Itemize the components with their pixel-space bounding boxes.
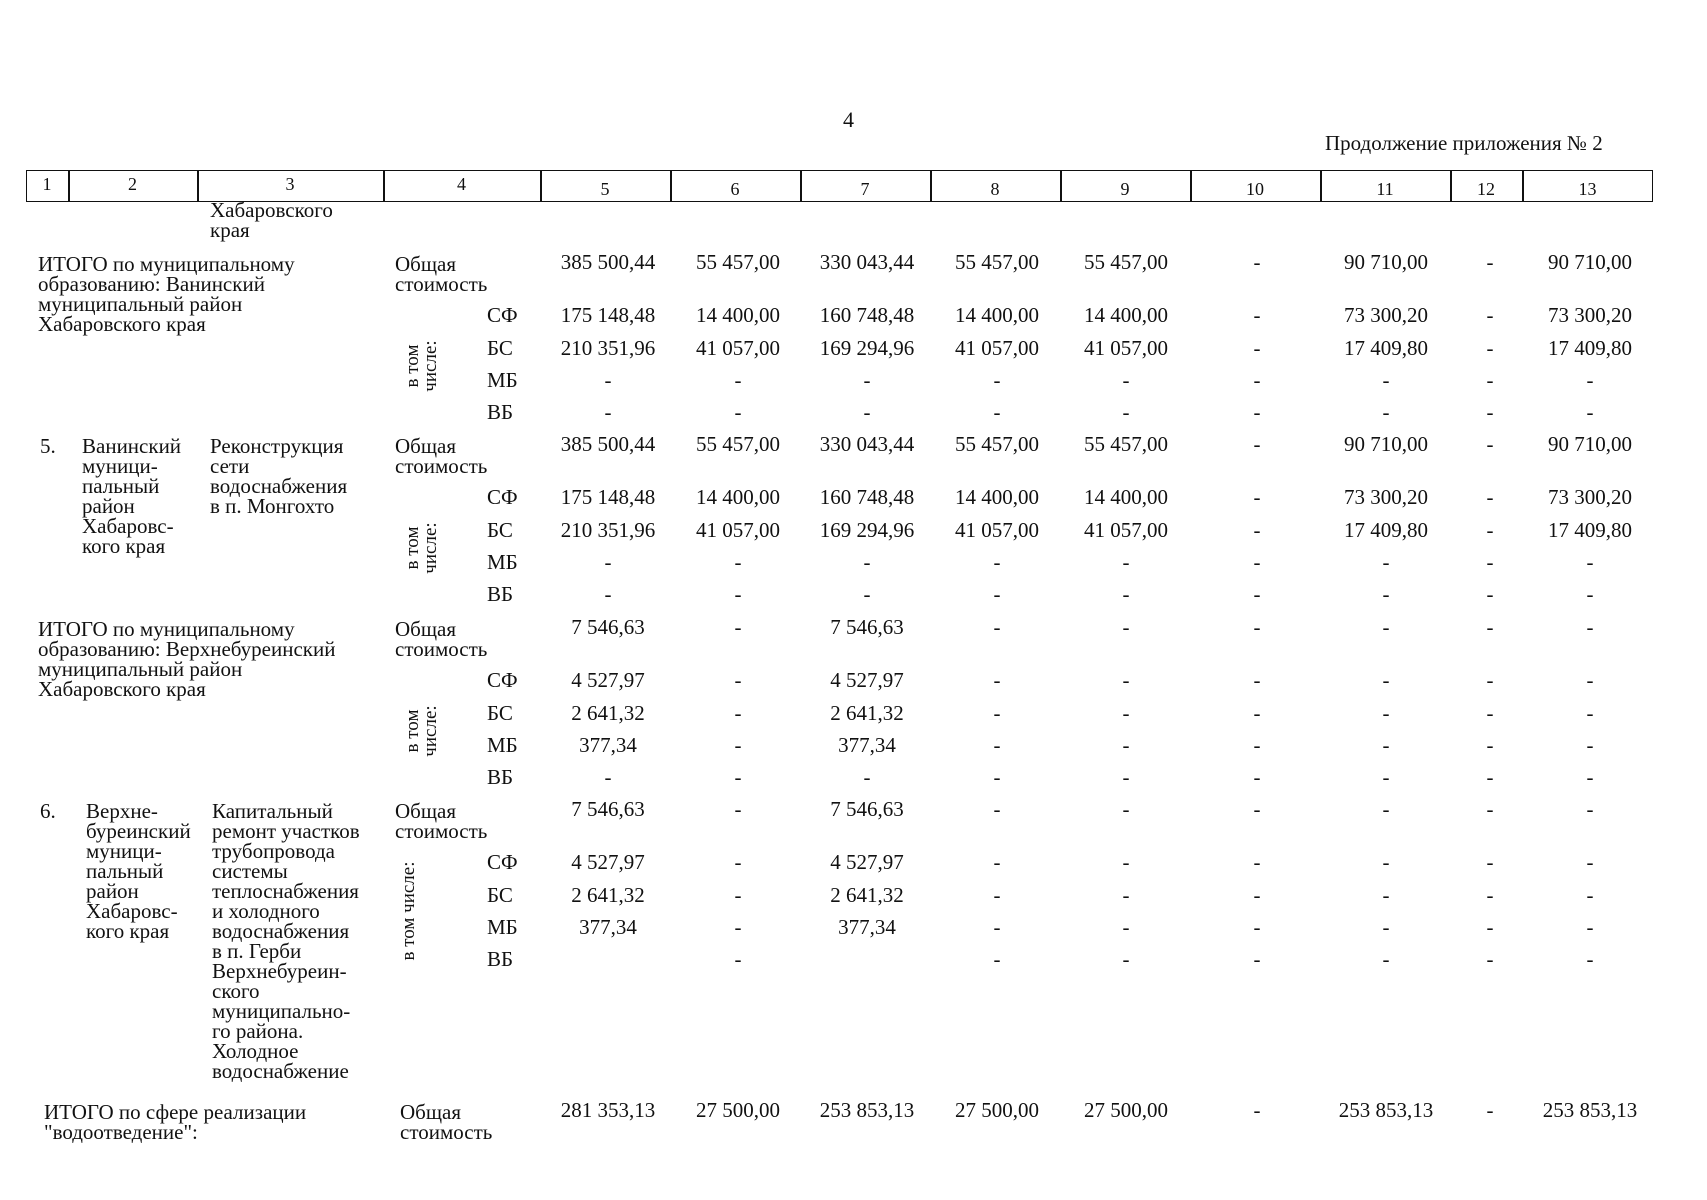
value-cell: 41 057,00 xyxy=(1084,518,1168,542)
value-cell: - xyxy=(1382,915,1390,939)
fund-label: МБ xyxy=(487,915,518,939)
including-rotated-label: в том числе: xyxy=(402,522,441,574)
value-cell: 377,34 xyxy=(838,915,896,939)
column-number: 9 xyxy=(1120,179,1130,199)
value-cell: 7 546,63 xyxy=(571,615,645,639)
column-number: 11 xyxy=(1376,179,1394,199)
value-cell: 41 057,00 xyxy=(696,518,780,542)
value-cell: - xyxy=(604,765,612,789)
value-cell: 4 527,97 xyxy=(571,668,645,692)
including-rotated-label: в том числе: xyxy=(398,860,419,961)
value-cell: - xyxy=(1486,615,1494,639)
value-cell: - xyxy=(993,883,1001,907)
value-cell: 41 057,00 xyxy=(955,518,1039,542)
value-cell: - xyxy=(1486,400,1494,424)
value-cell: - xyxy=(1486,797,1494,821)
value-cell: 4 527,97 xyxy=(571,850,645,874)
value-cell: - xyxy=(1586,883,1594,907)
value-cell: - xyxy=(1382,733,1390,757)
value-cell: 90 710,00 xyxy=(1548,250,1632,274)
value-cell: - xyxy=(1486,701,1494,725)
value-cell: 14 400,00 xyxy=(1084,303,1168,327)
value-cell: 41 057,00 xyxy=(955,336,1039,360)
value-cell: - xyxy=(1253,850,1261,874)
value-cell: 330 043,44 xyxy=(819,250,915,274)
value-cell: - xyxy=(734,850,742,874)
value-cell: - xyxy=(1253,765,1261,789)
value-cell: 27 500,00 xyxy=(955,1098,1039,1122)
column-number: 1 xyxy=(42,174,52,194)
district-name: Верхне- буреинский муници- пальный район Хабаровс- кого края xyxy=(86,799,191,943)
value-cell: - xyxy=(993,797,1001,821)
value-cell: 73 300,20 xyxy=(1548,303,1632,327)
value-cell: 73 300,20 xyxy=(1548,485,1632,509)
value-cell: - xyxy=(1486,947,1494,971)
value-cell: - xyxy=(993,368,1001,392)
column-number: 13 xyxy=(1578,179,1597,199)
value-cell: 17 409,80 xyxy=(1344,336,1428,360)
value-cell: - xyxy=(1586,797,1594,821)
column-number: 5 xyxy=(600,179,610,199)
row-number: 6. xyxy=(40,799,56,823)
column-number: 7 xyxy=(860,179,870,199)
value-cell: - xyxy=(1382,368,1390,392)
value-cell: - xyxy=(1486,250,1494,274)
value-cell: - xyxy=(734,400,742,424)
fund-label: СФ xyxy=(487,485,518,509)
value-cell: - xyxy=(1122,550,1130,574)
value-cell: - xyxy=(1586,668,1594,692)
value-cell: - xyxy=(1586,615,1594,639)
value-cell: - xyxy=(1586,947,1594,971)
value-cell: - xyxy=(1486,883,1494,907)
value-cell: - xyxy=(1253,250,1261,274)
value-cell: - xyxy=(1122,668,1130,692)
value-cell: - xyxy=(993,947,1001,971)
value-cell: - xyxy=(1122,582,1130,606)
value-cell: - xyxy=(1122,733,1130,757)
value-cell: - xyxy=(1586,400,1594,424)
value-cell: 385 500,44 xyxy=(560,250,656,274)
value-cell: - xyxy=(1486,485,1494,509)
value-cell: - xyxy=(863,400,871,424)
value-cell: - xyxy=(1382,668,1390,692)
value-cell: - xyxy=(1586,701,1594,725)
value-cell: - xyxy=(1486,303,1494,327)
value-cell: - xyxy=(863,550,871,574)
page-number: 4 xyxy=(843,107,854,132)
value-cell: - xyxy=(1486,336,1494,360)
column-number: 12 xyxy=(1477,179,1495,199)
value-cell: - xyxy=(1122,797,1130,821)
value-cell: - xyxy=(1253,883,1261,907)
value-cell: - xyxy=(1122,915,1130,939)
value-cell: 169 294,96 xyxy=(819,518,915,542)
column-number: 6 xyxy=(730,179,740,199)
value-cell: 281 353,13 xyxy=(560,1098,656,1122)
value-cell: 14 400,00 xyxy=(955,303,1039,327)
value-cell: - xyxy=(993,701,1001,725)
fund-label: МБ xyxy=(487,368,518,392)
object-name: Реконструкция сети водоснабжения в п. Монгохто xyxy=(210,434,348,518)
value-cell: 377,34 xyxy=(579,915,637,939)
block-label: ИТОГО по муниципальному образованию: Верхнебуреинский муниципальный район Хабаровского края xyxy=(38,617,336,701)
fund-label: ВБ xyxy=(487,582,514,606)
value-cell: - xyxy=(1253,947,1261,971)
value-cell: - xyxy=(993,550,1001,574)
value-cell: - xyxy=(1486,582,1494,606)
value-cell: - xyxy=(1382,947,1390,971)
value-cell: - xyxy=(1253,733,1261,757)
fund-label: МБ xyxy=(487,733,518,757)
value-cell: - xyxy=(1382,850,1390,874)
value-cell: 55 457,00 xyxy=(955,250,1039,274)
value-cell: - xyxy=(1253,400,1261,424)
column-number: 4 xyxy=(457,174,466,194)
block-label: ИТОГО по сфере реализации "водоотведение": xyxy=(44,1100,307,1144)
total-cost-label: Общая стоимость xyxy=(395,799,488,843)
value-cell: - xyxy=(1382,701,1390,725)
value-cell: - xyxy=(1486,432,1494,456)
column-number: 8 xyxy=(990,179,1000,199)
value-cell: - xyxy=(734,797,742,821)
value-cell: 14 400,00 xyxy=(696,303,780,327)
value-cell: - xyxy=(1122,615,1130,639)
value-cell: - xyxy=(1486,733,1494,757)
value-cell: - xyxy=(1253,1098,1261,1122)
value-cell: 41 057,00 xyxy=(1084,336,1168,360)
value-cell: 175 148,48 xyxy=(560,303,656,327)
value-cell: 7 546,63 xyxy=(830,615,904,639)
value-cell: - xyxy=(1382,883,1390,907)
total-cost-label: Общая стоимость xyxy=(400,1100,493,1144)
value-cell: - xyxy=(1253,668,1261,692)
carryover-text: Хабаровского края xyxy=(210,198,333,242)
value-cell: 210 351,96 xyxy=(560,518,656,542)
value-cell: - xyxy=(734,733,742,757)
value-cell: - xyxy=(1486,915,1494,939)
fund-label: БС xyxy=(487,883,513,907)
total-cost-label: Общая стоимость xyxy=(395,252,488,296)
fund-label: МБ xyxy=(487,550,518,574)
value-cell: 377,34 xyxy=(579,733,637,757)
value-cell: - xyxy=(993,850,1001,874)
value-cell: 27 500,00 xyxy=(1084,1098,1168,1122)
value-cell: - xyxy=(734,883,742,907)
value-cell: - xyxy=(863,368,871,392)
value-cell: - xyxy=(1382,765,1390,789)
value-cell: 2 641,32 xyxy=(830,701,904,725)
value-cell: 4 527,97 xyxy=(830,668,904,692)
value-cell: - xyxy=(993,615,1001,639)
value-cell: - xyxy=(1253,485,1261,509)
value-cell: 253 853,13 xyxy=(819,1098,915,1122)
object-name: Капитальный ремонт участков трубопровода системы теплоснабжения и холодного водоснабжения в п. Герби Верхнебуреин- ского муниципально- го района. Холодное водоснабжение xyxy=(212,799,360,1083)
total-cost-label: Общая стоимость xyxy=(395,434,488,478)
total-cost-label: Общая стоимость xyxy=(395,617,488,661)
value-cell: - xyxy=(1122,765,1130,789)
value-cell: - xyxy=(1586,915,1594,939)
value-cell: 175 148,48 xyxy=(560,485,656,509)
value-cell: - xyxy=(1486,368,1494,392)
value-cell: 169 294,96 xyxy=(819,336,915,360)
value-cell: 7 546,63 xyxy=(830,797,904,821)
value-cell: 385 500,44 xyxy=(560,432,656,456)
value-cell: - xyxy=(1486,550,1494,574)
fund-label: СФ xyxy=(487,303,518,327)
value-cell: - xyxy=(1382,582,1390,606)
value-cell: 4 527,97 xyxy=(830,850,904,874)
value-cell: 2 641,32 xyxy=(571,883,645,907)
value-cell: - xyxy=(734,701,742,725)
value-cell: - xyxy=(1253,550,1261,574)
value-cell: - xyxy=(993,765,1001,789)
value-cell: - xyxy=(1253,518,1261,542)
value-cell: 2 641,32 xyxy=(571,701,645,725)
column-number: 3 xyxy=(285,174,295,194)
value-cell: - xyxy=(1122,947,1130,971)
value-cell: - xyxy=(1486,850,1494,874)
fund-label: СФ xyxy=(487,850,518,874)
value-cell: - xyxy=(734,668,742,692)
value-cell: 253 853,13 xyxy=(1338,1098,1434,1122)
district-name: Ванинский муници- пальный район Хабаровс- кого края xyxy=(82,434,182,558)
value-cell: - xyxy=(1382,615,1390,639)
value-cell: - xyxy=(1486,668,1494,692)
fund-label: ВБ xyxy=(487,765,514,789)
value-cell: - xyxy=(1122,368,1130,392)
value-cell: - xyxy=(1122,701,1130,725)
value-cell: 73 300,20 xyxy=(1344,303,1428,327)
column-number: 2 xyxy=(128,174,137,194)
value-cell: 55 457,00 xyxy=(696,432,780,456)
value-cell: 17 409,80 xyxy=(1548,518,1632,542)
value-cell: - xyxy=(604,550,612,574)
fund-label: ВБ xyxy=(487,947,514,971)
value-cell: - xyxy=(993,582,1001,606)
value-cell: - xyxy=(1253,368,1261,392)
value-cell: - xyxy=(1586,765,1594,789)
including-rotated-label: в том числе: xyxy=(402,705,441,757)
value-cell: 14 400,00 xyxy=(955,485,1039,509)
value-cell: - xyxy=(1486,765,1494,789)
value-cell: - xyxy=(604,368,612,392)
value-cell: 90 710,00 xyxy=(1344,250,1428,274)
fund-label: БС xyxy=(487,701,513,725)
value-cell: - xyxy=(1253,915,1261,939)
value-cell: - xyxy=(1586,733,1594,757)
continuation-note: Продолжение приложения № 2 xyxy=(1325,131,1603,155)
value-cell: - xyxy=(1586,550,1594,574)
value-cell: - xyxy=(734,947,742,971)
value-cell: 17 409,80 xyxy=(1344,518,1428,542)
value-cell: - xyxy=(1122,400,1130,424)
value-cell: - xyxy=(604,400,612,424)
value-cell: - xyxy=(863,582,871,606)
value-cell: - xyxy=(1382,797,1390,821)
value-cell: - xyxy=(734,615,742,639)
value-cell: - xyxy=(863,765,871,789)
value-cell: 55 457,00 xyxy=(696,250,780,274)
value-cell: - xyxy=(1253,303,1261,327)
value-cell: - xyxy=(1122,883,1130,907)
value-cell: - xyxy=(734,765,742,789)
value-cell: 210 351,96 xyxy=(560,336,656,360)
value-cell: 55 457,00 xyxy=(1084,432,1168,456)
value-cell: - xyxy=(993,915,1001,939)
value-cell: 377,34 xyxy=(838,733,896,757)
value-cell: 7 546,63 xyxy=(571,797,645,821)
value-cell: - xyxy=(1253,582,1261,606)
value-cell: - xyxy=(993,400,1001,424)
row-number: 5. xyxy=(40,434,56,458)
value-cell: - xyxy=(1382,400,1390,424)
value-cell: 14 400,00 xyxy=(1084,485,1168,509)
value-cell: 17 409,80 xyxy=(1548,336,1632,360)
value-cell: 73 300,20 xyxy=(1344,485,1428,509)
fund-label: ВБ xyxy=(487,400,514,424)
value-cell: 27 500,00 xyxy=(696,1098,780,1122)
value-cell: 160 748,48 xyxy=(819,485,915,509)
value-cell: 55 457,00 xyxy=(955,432,1039,456)
value-cell: 160 748,48 xyxy=(819,303,915,327)
value-cell: 14 400,00 xyxy=(696,485,780,509)
value-cell: - xyxy=(993,668,1001,692)
value-cell: 2 641,32 xyxy=(830,883,904,907)
value-cell: 90 710,00 xyxy=(1344,432,1428,456)
value-cell: - xyxy=(1253,432,1261,456)
value-cell: 330 043,44 xyxy=(819,432,915,456)
value-cell: - xyxy=(1253,615,1261,639)
including-rotated-label: в том числе: xyxy=(402,340,441,392)
value-cell: - xyxy=(1486,1098,1494,1122)
value-cell: - xyxy=(734,550,742,574)
value-cell: - xyxy=(1586,368,1594,392)
value-cell: - xyxy=(1586,582,1594,606)
value-cell: - xyxy=(1253,797,1261,821)
fund-label: БС xyxy=(487,336,513,360)
value-cell: 55 457,00 xyxy=(1084,250,1168,274)
fund-label: СФ xyxy=(487,668,518,692)
value-cell: - xyxy=(1586,850,1594,874)
value-cell: - xyxy=(1486,518,1494,542)
value-cell: - xyxy=(1253,336,1261,360)
value-cell: - xyxy=(734,582,742,606)
value-cell: 41 057,00 xyxy=(696,336,780,360)
value-cell: - xyxy=(604,582,612,606)
column-number: 10 xyxy=(1246,179,1264,199)
value-cell: - xyxy=(1122,850,1130,874)
value-cell: 253 853,13 xyxy=(1542,1098,1638,1122)
block-label: ИТОГО по муниципальному образованию: Ванинский муниципальный район Хабаровского края xyxy=(38,252,295,336)
fund-label: БС xyxy=(487,518,513,542)
value-cell: - xyxy=(1253,701,1261,725)
value-cell: 90 710,00 xyxy=(1548,432,1632,456)
value-cell: - xyxy=(1382,550,1390,574)
value-cell: - xyxy=(993,733,1001,757)
value-cell: - xyxy=(734,915,742,939)
value-cell: - xyxy=(734,368,742,392)
